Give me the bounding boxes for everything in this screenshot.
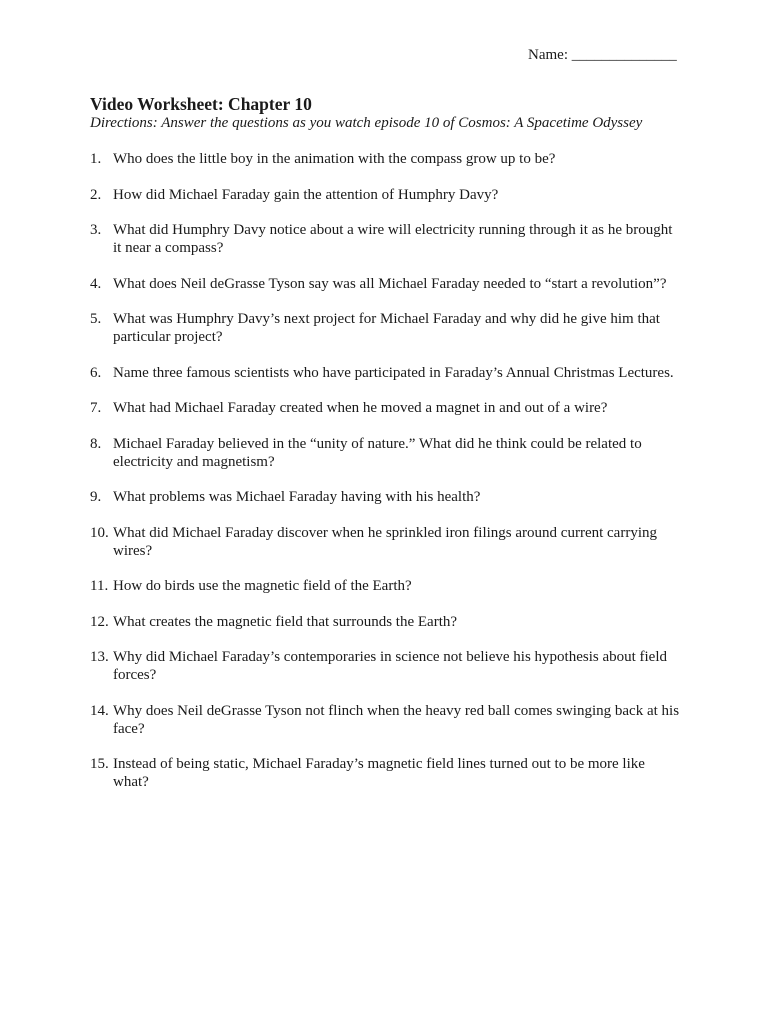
name-field: Name: ______________ (528, 47, 677, 63)
question-text: What problems was Michael Faraday having with his health? (113, 489, 481, 505)
question-number: 15. (90, 756, 109, 772)
question-text: Michael Faraday believed in the “unity of nature.” What did he think could be related to electricity and magnetism? (113, 435, 642, 470)
question-number: 13. (90, 649, 109, 665)
question-text: What did Humphry Davy notice about a wire will electricity running through it as he brought it near a compass? (113, 222, 673, 256)
question-item (90, 310, 680, 346)
question-text: What creates the magnetic field that surrounds the Earth? (113, 613, 458, 630)
question-text: What was Humphry Davy’s next project for Michael Faraday and why did he give him that particular project? (113, 311, 660, 345)
directions-text: Directions: Answer the questions as you watch episode 10 of Cosmos: A Spacetime Odyssey (90, 115, 643, 131)
question-item (90, 702, 680, 738)
question-item (90, 577, 680, 595)
question-number: 4. (90, 275, 102, 292)
question-text: Name three famous scientists who have participated in Faraday’s Annual Christmas Lectures. (113, 364, 674, 381)
question-number: 9. (90, 489, 102, 505)
question-number: 11. (90, 578, 109, 594)
question-item (90, 399, 680, 417)
question-number: 8. (90, 435, 102, 452)
question-item (90, 613, 680, 631)
question-number: 6. (90, 364, 102, 381)
question-number: 3. (90, 222, 102, 238)
question-item (90, 435, 680, 471)
question-number: 10. (90, 524, 109, 541)
question-text: How did Michael Faraday gain the attention of Humphry Davy? (113, 186, 499, 203)
question-text: Why did Michael Faraday’s contemporaries in science not believe his hypothesis about field forces? (113, 649, 668, 683)
question-item (90, 221, 680, 257)
question-number: 2. (90, 186, 102, 203)
question-number: 14. (90, 702, 109, 719)
question-text: Why does Neil deGrasse Tyson not flinch when the heavy red ball comes swinging back at his face? (113, 702, 680, 737)
question-item (90, 648, 680, 684)
question-item (90, 524, 680, 560)
question-item (90, 488, 680, 506)
question-number: 12. (90, 613, 109, 630)
question-number: 5. (90, 311, 102, 327)
question-text: What had Michael Faraday created when he moved a magnet in and out of a wire? (113, 400, 608, 416)
question-text: What does Neil deGrasse Tyson say was all Michael Faraday needed to “start a revolution”? (113, 275, 667, 292)
question-text: Who does the little boy in the animation with the compass grow up to be? (113, 151, 556, 167)
worksheet-header (90, 94, 690, 133)
question-text: How do birds use the magnetic field of the Earth? (113, 578, 412, 594)
question-text: What did Michael Faraday discover when he sprinkled iron filings around current carrying wires? (113, 524, 657, 559)
question-list (90, 150, 680, 809)
question-item (90, 275, 680, 293)
question-text: Instead of being static, Michael Faraday’s magnetic field lines turned out to be more like what? (113, 756, 645, 790)
question-item (90, 150, 680, 168)
question-item (90, 186, 680, 204)
question-item (90, 755, 680, 791)
question-item (90, 364, 680, 382)
question-number: 1. (90, 151, 102, 167)
page-title: Video Worksheet: Chapter 10 (90, 94, 312, 114)
question-number: 7. (90, 400, 102, 416)
